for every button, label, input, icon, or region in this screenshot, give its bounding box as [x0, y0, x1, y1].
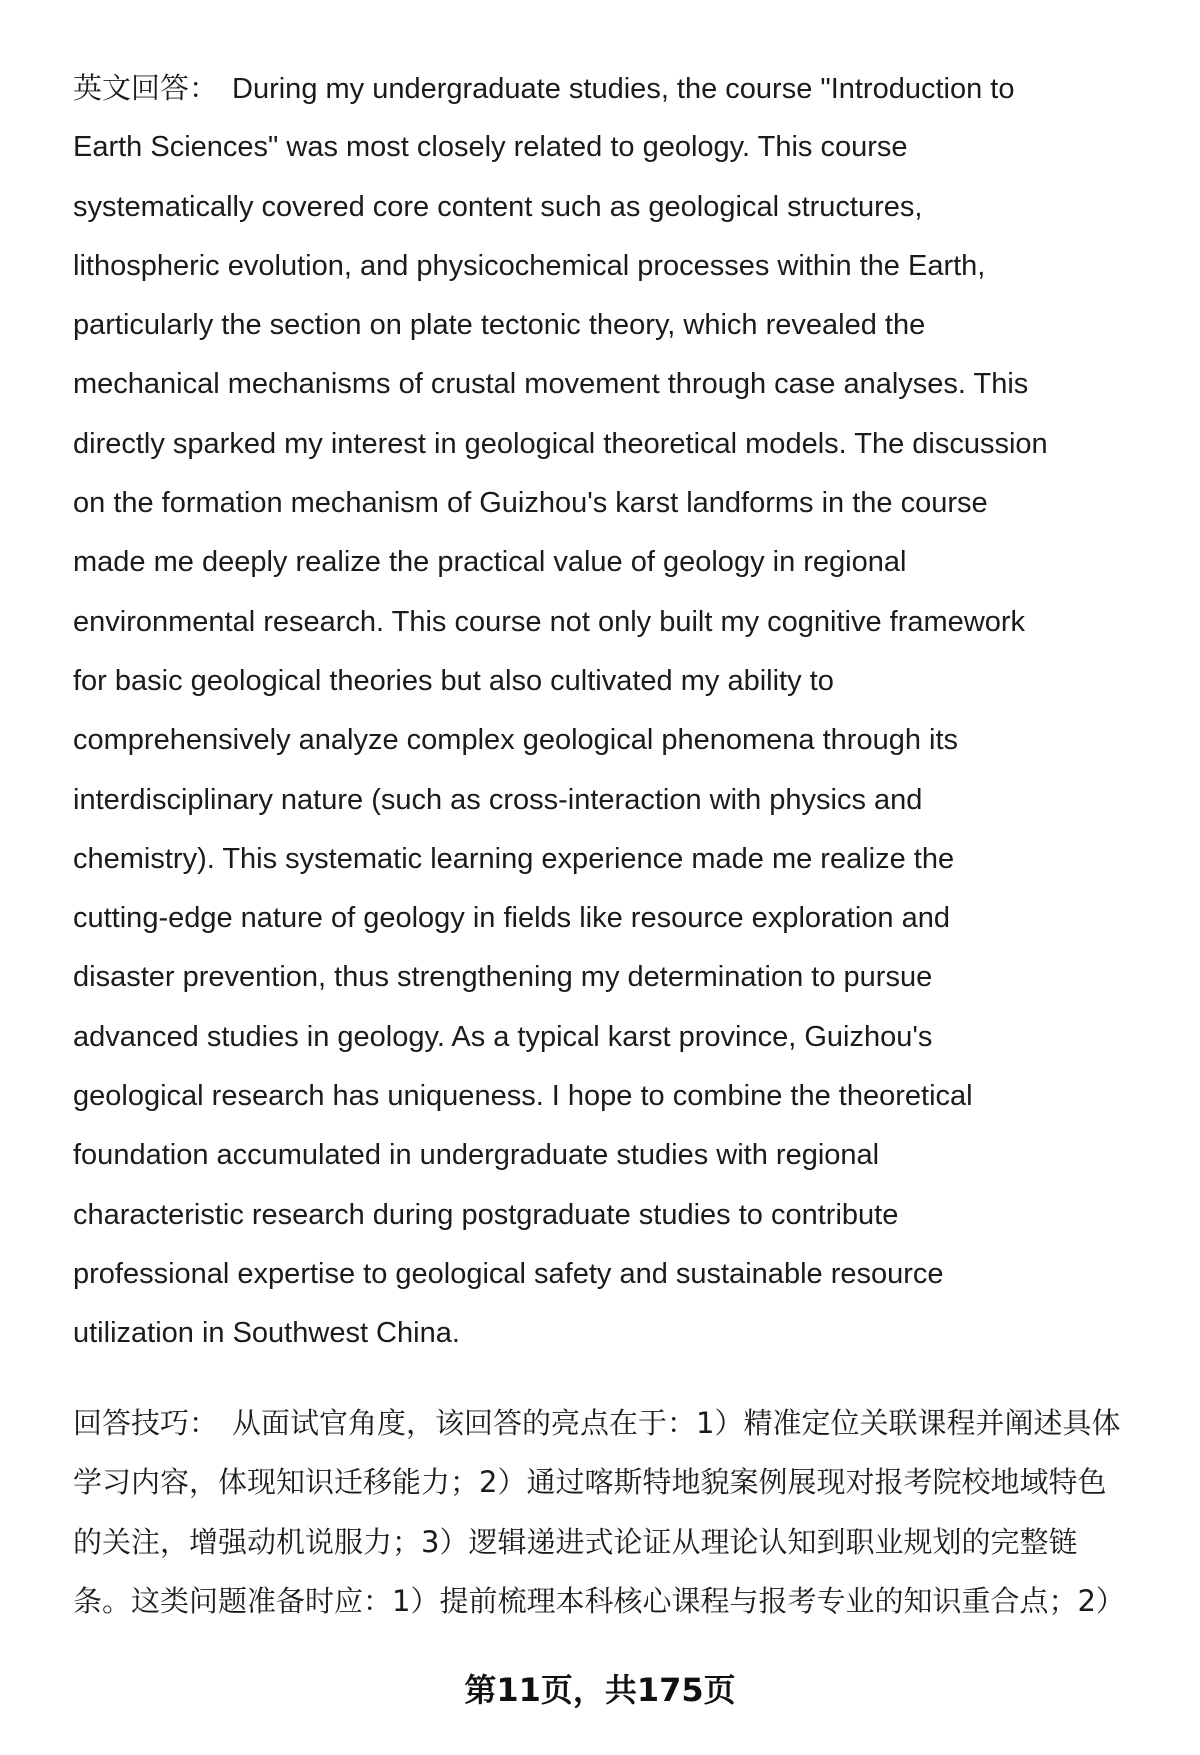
- text-line: systematically covered core content such as geological structures,: [73, 190, 923, 223]
- text-line: lithospheric evolution, and physicochemical processes within the Earth,: [73, 249, 986, 282]
- text-line: characteristic research during postgraduate studies to contribute: [73, 1198, 899, 1231]
- text-line: disaster prevention, thus strengthening my determination to pursue: [73, 961, 933, 994]
- text-line: environmental research. This course not only built my cognitive framework: [73, 605, 1026, 638]
- text-line: geological research has uniqueness. I hope to combine the theoretical: [73, 1080, 973, 1113]
- answer-label: 英文回答：: [73, 71, 219, 105]
- tips-label: 回答技巧：: [73, 1406, 219, 1440]
- english-answer-paragraph: [73, 59, 1183, 1364]
- text-line: [73, 59, 1183, 118]
- text-line: comprehensively analyze complex geological phenomena through its: [73, 724, 959, 757]
- text-line: 条。这类问题准备时应：1）提前梳理本科核心课程与报考专业的知识重合点；2）: [73, 1583, 1125, 1618]
- tips-text: 从面试官角度，该回答的亮点在于：1）精准定位关联课程并阐述具体: [232, 1406, 1121, 1440]
- text-line: Earth Sciences" was most closely related to geology. This course: [73, 131, 908, 164]
- answer-text: During my undergraduate studies, the course "Introduction to: [232, 73, 1015, 105]
- text-line: directly sparked my interest in geological theoretical models. The discussion: [73, 427, 1048, 460]
- text-line: cutting-edge nature of geology in fields like resource exploration and: [73, 902, 950, 935]
- answer-tips-paragraph: [73, 1394, 1183, 1631]
- text-line: advanced studies in geology. As a typical karst province, Guizhou's: [73, 1020, 933, 1053]
- text-line: professional expertise to geological safety and sustainable resource: [73, 1257, 944, 1290]
- text-line: 的关注，增强动机说服力；3）逻辑递进式论证从理论认知到职业规划的完整链: [73, 1524, 1078, 1559]
- text-line: mechanical mechanisms of crustal movement through case analyses. This: [73, 368, 1029, 401]
- text-line: particularly the section on plate tectonic theory, which revealed the: [73, 309, 926, 342]
- text-line: 学习内容，体现知识迁移能力；2）通过喀斯特地貌案例展现对报考院校地域特色: [73, 1465, 1107, 1500]
- page-number-footer: 第11页，共175页: [464, 1671, 736, 1709]
- text-line: chemistry). This systematic learning experience made me realize the: [73, 842, 955, 875]
- text-line: [73, 1394, 1183, 1453]
- text-line: foundation accumulated in undergraduate studies with regional: [73, 1139, 880, 1172]
- text-line: utilization in Southwest China.: [73, 1317, 460, 1350]
- text-line: for basic geological theories but also cultivated my ability to: [73, 664, 834, 697]
- text-line: on the formation mechanism of Guizhou's karst landforms in the course: [73, 487, 988, 520]
- text-line: interdisciplinary nature (such as cross-interaction with physics and: [73, 783, 923, 816]
- text-line: made me deeply realize the practical value of geology in regional: [73, 546, 907, 579]
